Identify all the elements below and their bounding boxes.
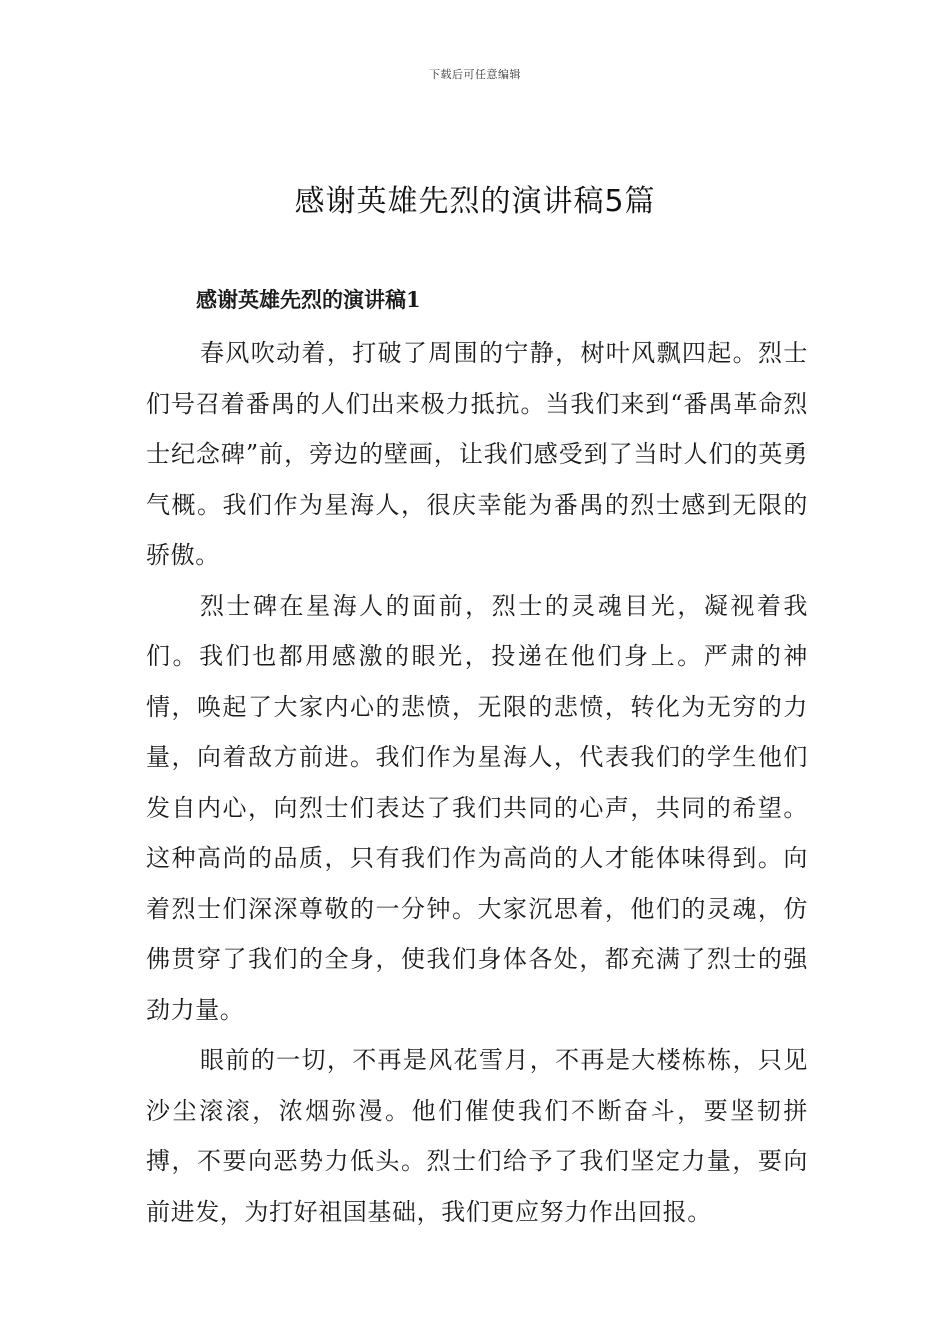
paragraph-1: 春风吹动着，打破了周围的宁静，树叶风飘四起。烈士们号召着番禺的人们出来极力抵抗。当我们来到“番禺革命烈士纪念碑”前，旁边的壁画，让我们感受到了当时人们的英勇气概。我们作为星海人，很庆幸能为番禺的烈士感到无限的骄傲。 [146,339,808,569]
page-header-note: 下载后可任意编辑 [429,68,521,81]
document-title: 感谢英雄先烈的演讲稿5篇 [294,184,656,219]
document-body [146,328,808,1237]
section-heading: 感谢英雄先烈的演讲稿1 [196,287,421,312]
paragraph-3: 眼前的一切，不再是风花雪月，不再是大楼栋栋，只见沙尘滚滚，浓烟弥漫。他们催使我们不断奋斗，要坚韧拼搏，不要向恶势力低头。烈士们给予了我们坚定力量，要向前进发，为打好祖国基础，我们更应努力作出回报。 [146,1046,808,1226]
paragraph-2: 烈士碑在星海人的面前，烈士的灵魂目光，凝视着我们。我们也都用感激的眼光，投递在他们身上。严肃的神情，唤起了大家内心的悲愤，无限的悲愤，转化为无穷的力量，向着敌方前进。我们作为星海人，代表我们的学生他们发自内心，向烈士们表达了我们共同的心声，共同的希望。这种高尚的品质，只有我们作为高尚的人才能体味得到。向着烈士们深深尊敬的一分钟。大家沉思着，他们的灵魂，仿佛贯穿了我们的全身，使我们身体各处，都充满了烈士的强劲力量。 [146,591,808,1024]
